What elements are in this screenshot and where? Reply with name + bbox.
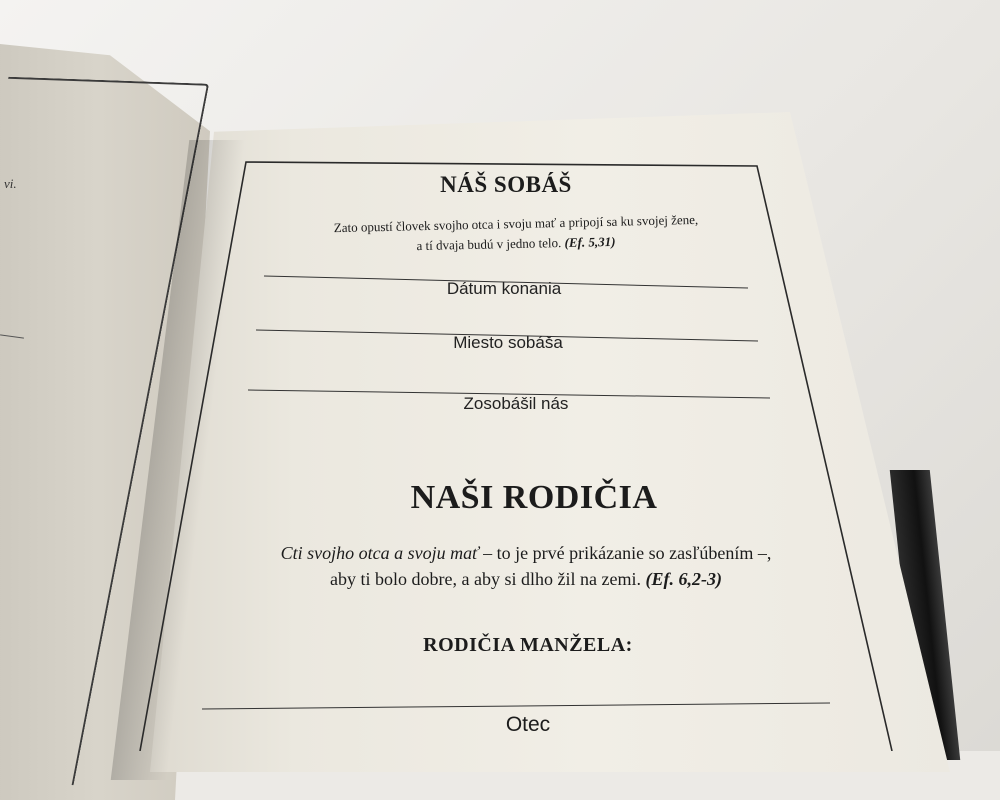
left-page-text-fragment: vi. — [4, 176, 17, 191]
father-line — [202, 703, 830, 709]
parents-verse-italic: Cti svojho otca a svoju mať — [280, 543, 479, 563]
marriage-verse-ref: (Ef. 5,31) — [564, 233, 616, 250]
parents-verse-ref: (Ef. 6,2-3) — [645, 569, 722, 589]
father-field-label: Otec — [505, 713, 551, 736]
marriage-title: NÁŠ SOBÁŠ — [440, 172, 572, 197]
parents-verse-rest: – to je prvé prikázanie so zasľúbením –, — [478, 543, 772, 563]
parents-verse-line2 — [26, 569, 1000, 590]
date-field-label: Dátum konania — [446, 279, 562, 298]
place-field-label: Miesto sobáša — [453, 333, 563, 352]
parents-verse-line1 — [26, 543, 1000, 564]
parents-title: NAŠI RODIČIA — [410, 479, 658, 516]
marriage-verse-line1: Zato opustí človek svojho otca i svoju mať a pripojí sa ku svojej žene, — [333, 211, 699, 236]
husband-parents-heading: RODIČIA MANŽELA: — [423, 634, 633, 656]
marriage-verse-text: a tí dvaja budú v jedno telo. — [416, 235, 562, 254]
officiant-field-label: Zosobášil nás — [463, 394, 569, 413]
parents-verse-text: aby ti bolo dobre, a aby si dlho žil na zemi. — [330, 569, 641, 589]
